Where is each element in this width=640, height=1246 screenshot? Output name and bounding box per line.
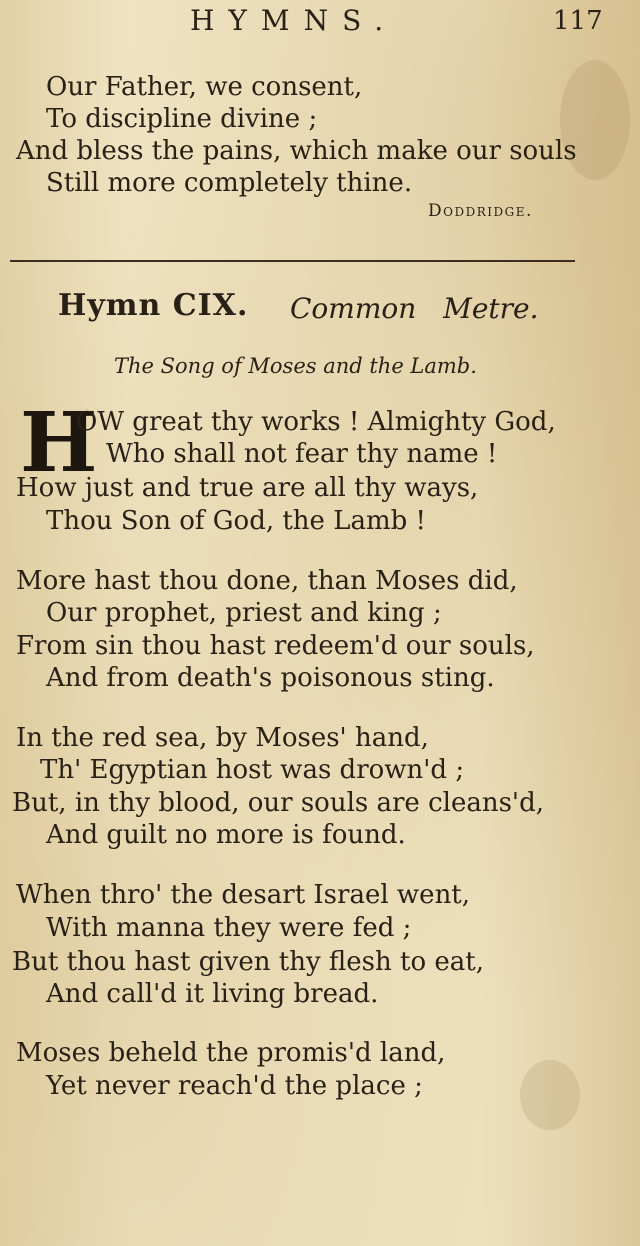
verse-line: From sin thou hast redeem'd our souls, xyxy=(16,631,535,661)
verse-line: But thou hast given thy flesh to eat, xyxy=(12,947,484,977)
verse-line: Yet never reach'd the place ; xyxy=(46,1071,423,1101)
verse-line: More hast thou done, than Moses did, xyxy=(16,566,518,596)
verse-line: OW great thy works ! Almighty God, xyxy=(76,407,556,437)
verse-line: Still more completely thine. xyxy=(46,168,413,198)
verse-line: Who shall not fear thy name ! xyxy=(106,439,498,469)
attribution: Doddridge. xyxy=(428,201,533,221)
verse-line: And bless the pains, which make our souls xyxy=(16,136,577,166)
verse-line: Our prophet, priest and king ; xyxy=(46,598,442,628)
hymn-number: Hymn CIX. xyxy=(58,288,249,323)
verse-line: And call'd it living bread. xyxy=(46,979,379,1009)
verse-line: Thou Son of God, the Lamb ! xyxy=(46,506,426,536)
verse-line: And from death's poisonous sting. xyxy=(46,663,495,693)
verse-line: To discipline divine ; xyxy=(46,104,318,134)
verse-line: With manna they were fed ; xyxy=(46,913,412,943)
verse-line: And guilt no more is found. xyxy=(46,820,406,850)
verse-line: When thro' the desart Israel went, xyxy=(16,880,471,910)
running-head: HYMNS. xyxy=(190,4,398,37)
page-number: 117 xyxy=(553,6,603,36)
verse-line: Our Father, we consent, xyxy=(46,72,363,102)
hymn-subtitle: The Song of Moses and the Lamb. xyxy=(114,354,477,378)
verse-line: How just and true are all thy ways, xyxy=(16,473,479,503)
verse-line: In the red sea, by Moses' hand, xyxy=(16,723,429,753)
paper-stain xyxy=(520,1060,580,1130)
section-divider xyxy=(10,260,575,262)
verse-line: Moses beheld the promis'd land, xyxy=(16,1038,446,1068)
verse-line: Th' Egyptian host was drown'd ; xyxy=(40,755,465,785)
hymn-metre: Common Metre. xyxy=(290,292,539,325)
verse-line: But, in thy blood, our souls are cleans'd, xyxy=(12,788,544,818)
drop-cap: H xyxy=(20,395,98,491)
